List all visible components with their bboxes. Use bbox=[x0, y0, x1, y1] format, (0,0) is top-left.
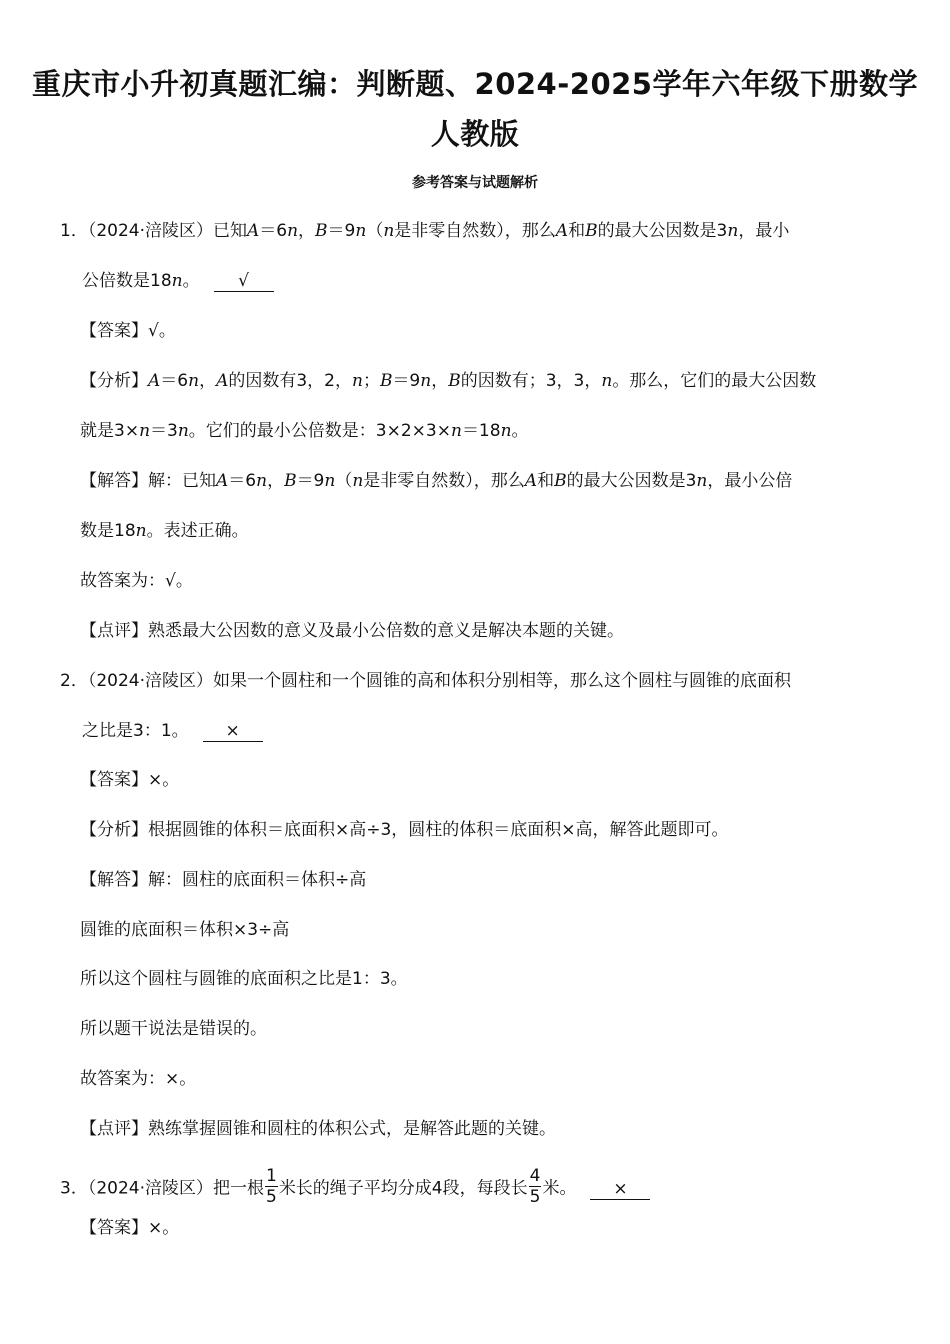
fraction-one-fifth: $\frac{1}{5}$ bbox=[265, 1166, 277, 1207]
q2-solution-line1: 【解答】解：圆柱的底面积＝体积÷高 bbox=[80, 870, 367, 890]
q1-solution-line1: 【解答】解：已知A＝6n，B＝9n（n是非零自然数），那么A和B的最大公因数是3n，最小公倍 bbox=[80, 471, 793, 491]
q3-stem: 3．（2024·涪陵区）把一根 $\frac{1}{5}$ 米长的绳子平均分成4段，每段长 $\frac{4}{5}$ 米。 × bbox=[60, 1168, 650, 1209]
q1-solution-line2: 数是18n。表述正确。 bbox=[80, 521, 249, 541]
q2-comment: 【点评】熟练掌握圆锥和圆柱的体积公式，是解答此题的关键。 bbox=[80, 1119, 556, 1139]
q3-answer-blank: × bbox=[590, 1179, 650, 1200]
page-title-line2: 人教版 bbox=[430, 117, 520, 151]
q2-analysis: 【分析】根据圆锥的体积＝底面积×高÷3，圆柱的体积＝底面积×高，解答此题即可。 bbox=[80, 820, 729, 840]
q2-solution-line2: 圆锥的底面积＝体积×3÷高 bbox=[80, 920, 290, 940]
q1-analysis-line2: 就是3×n＝3n。它们的最小公倍数是：3×2×3×n＝18n。 bbox=[80, 421, 529, 441]
q1-final-answer: 故答案为：√。 bbox=[80, 571, 193, 591]
q2-solution-line4: 所以题干说法是错误的。 bbox=[80, 1019, 267, 1039]
q1-answer-blank: √ bbox=[214, 271, 274, 292]
q2-stem-line1: 2．（2024·涪陵区）如果一个圆柱和一个圆锥的高和体积分别相等，那么这个圆柱与圆锥的底面积 bbox=[60, 671, 791, 691]
q1-stem-line2: 公倍数是18n。 √ bbox=[82, 269, 274, 293]
q1-analysis-line1: 【分析】A＝6n，A的因数有3，2，n；B＝9n，B的因数有；3，3，n。那么，它们的最大公因数 bbox=[80, 371, 817, 391]
q3-answer: 【答案】×。 bbox=[80, 1218, 180, 1238]
page-title: 重庆市小升初真题汇编：判断题、2024-2025学年六年级下册数学 bbox=[32, 67, 918, 101]
q2-answer-blank: × bbox=[203, 721, 263, 742]
q1-stem-line1: 1．（2024·涪陵区）已知A＝6n，B＝9n（n是非零自然数），那么A和B的最大公因数是3n，最小 bbox=[60, 221, 790, 241]
q2-stem-line2: 之比是3：1。 × bbox=[82, 719, 263, 743]
page-subtitle: 参考答案与试题解析 bbox=[412, 175, 538, 191]
q2-solution-line3: 所以这个圆柱与圆锥的底面积之比是1：3。 bbox=[80, 969, 408, 989]
fraction-four-fifths: $\frac{4}{5}$ bbox=[529, 1166, 541, 1207]
q2-final-answer: 故答案为：×。 bbox=[80, 1069, 197, 1089]
q2-answer: 【答案】×。 bbox=[80, 770, 180, 790]
q1-comment: 【点评】熟悉最大公因数的意义及最小公倍数的意义是解决本题的关键。 bbox=[80, 621, 624, 641]
q1-answer: 【答案】√。 bbox=[80, 321, 176, 341]
